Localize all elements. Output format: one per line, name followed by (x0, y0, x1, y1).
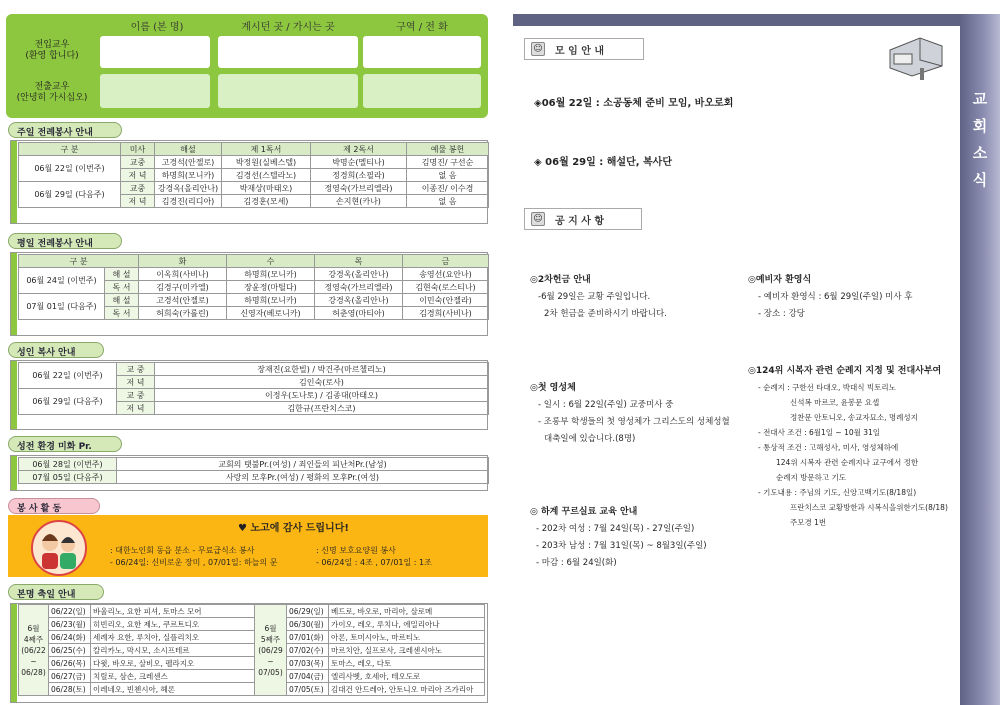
table-row: 06/28(토) 이레네오, 빈첸시아, 헤론 07/05(토) 김대건 안드레아, 안토니오 마리아 즈가리아 (19, 683, 485, 696)
family-illustration-icon (30, 519, 88, 577)
top-bar (513, 14, 1000, 26)
table-row: 06/27(금) 치릴로, 삼손, 크레센스 07/04(금) 엘리사벳, 호세아, 테오도로 (19, 670, 485, 683)
table-row: 06월 22일 (이번주) 교 중 장재진(요한빌) / 박건주(마르첼리노) (19, 363, 489, 376)
mailbox-icon (880, 30, 950, 80)
out-name-field[interactable] (100, 74, 210, 108)
table-row: 6월 4째주 (06/22 ~ 06/28) 06/22(일) 바울리노, 요한 피셔, 토마스 모어 6월 5째주 (06/29 ~ 07/05) 06/29(일) 베드로, 바오로, 마리아, 살로메 (19, 605, 485, 618)
section-sunday: 주일 전례봉사 안내 (8, 122, 122, 138)
table-row: 06/24(화) 세례자 요한, 루치아, 실플리치오 07/01(화) 아론, 토미시아노, 마르티노 (19, 631, 485, 644)
in-zone-field[interactable] (363, 36, 481, 68)
adult-table (18, 362, 489, 415)
feast-table (18, 604, 485, 696)
notice-box: ☺ 공 지 사 항 (524, 208, 642, 230)
table-row: 저 녁 하명희(모니카) 김경선(스텔라노) 정경희(소필라) 없 음 (19, 169, 489, 182)
section-environment: 성전 환경 미화 Pr. (8, 436, 122, 452)
table-row: 06/25(수) 칼리카노, 막시모, 소시프테르 07/02(수) 마르치안, 실프로사, 크레센시아노 (19, 644, 485, 657)
header-zone: 구역 / 전 화 (396, 22, 448, 33)
meeting-box: ☺ 모 임 안 내 (524, 38, 644, 60)
table-row: 독 서 김경구(미카엘) 장윤정(마틸다) 정영숙(가브리엘라) 김현숙(로스티나) (19, 281, 489, 294)
section-service: 봉 사 활 동 (8, 498, 100, 514)
service-thanks: ♥ 노고에 감사 드립니다! (238, 523, 349, 534)
table-row: 저 녁 김한규(프란치스코) (19, 402, 489, 415)
table-row: 06월 29일 (다음주) 교중 강경옥(올리안나) 박재상(마태오) 정영숙(가브리엘라) 이종진/ 이수경 (19, 182, 489, 195)
notice-cursillo: ◎ 하계 꾸르실료 교육 안내 - 202차 여성 : 7월 24일(목) - 27일(주일) - 203차 남성 : 7월 31일(목) ~ 8월3일(주일) - 마감 : 6월 24일(화) (530, 507, 707, 568)
table-row: 06월 22일 (이번주) 교중 고경석(안젤로) 박정원(실베스텔) 박명순(멜티나) 김명진/ 구선순 (19, 156, 489, 169)
weekday-table: 구 분 화 수 목 금 06월 24일 (이번주) 해 설 이옥희(사비나) 하명희(모니카) 강경옥(올리안나) 송영선(요안나) 독 서 김경구(미카엘) 장윤정(마틸다) 정영숙(가브리엘라) 김현숙(로스티나) 07월 01일 (다음주) 해 설 고경석(안젤로) 하명희(모니카) 강경옥(올리안나) 이민숙(안젤라) 독 서 허희숙(카롤린) 신영자(베로니카) 허춘영(마티아) 김경희(사비나) (18, 254, 489, 320)
table-row: 06월 24일 (이번주) 해 설 이옥희(사비나) 하명희(모니카) 강경옥(올리안나) 송영선(요안나) (19, 268, 489, 281)
table-row: 독 서 허희숙(카롤린) 신영자(베로니카) 허춘영(마티아) 김경희(사비나) (19, 307, 489, 320)
visitor-register (6, 14, 488, 118)
meeting-line-1: ◈06월 22일 : 소공동체 준비 모임, 바오로회 (534, 98, 734, 109)
heart-icon: ♥ (238, 523, 247, 534)
table-row: 07월 05일 (다음주) 사랑의 모후Pr.(여성) / 평화의 모후Pr.(여성) (19, 471, 489, 484)
out-zone-field[interactable] (363, 74, 481, 108)
header-place: 계시던 곳 / 가시는 곳 (241, 22, 335, 33)
notice-first-communion: ◎첫 영성체 - 일시 : 6월 22일(주일) 교중미사 중 - 조롱부 학생들의 첫 영성체가 그리스도의 성체성혈 대축일에 있습니다.(8명) (530, 383, 730, 444)
table-row: 06월 29일 (다음주) 교 중 이정우(도나토) / 김종대(마태오) (19, 389, 489, 402)
person-icon: ☺ (531, 42, 545, 56)
in-place-field[interactable] (218, 36, 358, 68)
row-in-label: 전입교우 (환영 합니다) (25, 40, 79, 61)
header-name: 이름 (본 명) (130, 22, 184, 33)
table-row: 06월 28일 (이번주) 교회의 탯불Pr.(여성) / 죄인들의 피난처Pr.(남성) (19, 458, 489, 471)
holy-table (18, 457, 489, 484)
table-row: 06/23(월) 히빈리오, 요한 제노, 쿠르트디오 06/30(월) 가이오, 레오, 루치나, 에밀리아나 (19, 618, 485, 631)
table-row: 저 녁 김경진(리디아) 김경훈(모세) 손지현(카나) 없 음 (19, 195, 489, 208)
meeting-line-2: ◈ 06월 29일 : 해설단, 복사단 (534, 157, 673, 168)
person-icon: ☺ (531, 212, 545, 226)
side-strip: 교 회 소 식 (960, 14, 1000, 705)
table-row: 저 녁 김인숙(로사) (19, 376, 489, 389)
table-row: 06/26(목) 다윗, 바오로, 살비오, 펠라지오 07/03(목) 토마스, 레오, 다토 (19, 657, 485, 670)
row-out-label: 전출교우 (안녕히 가시십오) (16, 82, 88, 103)
section-feast: 본명 축일 안내 (8, 584, 104, 600)
table-row: 07월 01일 (다음주) 해 설 고경석(안젤로) 하명희(모니카) 강경옥(올리안나) 이민숙(안젤라) (19, 294, 489, 307)
section-adult-servers: 성인 복사 안내 (8, 342, 104, 358)
section-weekday: 평일 전례봉사 안내 (8, 233, 122, 249)
service-banner: ♥ 노고에 감사 드립니다! : 대한노인회 동읍 분소 - 무료급식소 봉사 - 06/24일: 신비로운 장미 , 07/01일: 하늘의 문 : 신명 보호요양원 봉사 - 06/24일 : 4조 , 07/01일 : 1조 (8, 515, 488, 577)
in-name-field[interactable] (100, 36, 210, 68)
sunday-table: 구 분 미사 해설 제 1독서 제 2독서 예물 봉헌 06월 22일 (이번주) 교중 고경석(안젤로) 박정원(실베스텔) 박명순(멜티나) 김명진/ 구선순 저 녁 하명희(모니카) 김경선(스텔라노) 정경희(소필라) 없 음 06월 29일 (다음주) 교중 강경옥(올리안나) 박재상(마태오) 정영숙(가브리엘라) 이종진/ 이수경 저 녁 김경진(리디아) 김경훈(모세) 손지현(카나) 없 음 (18, 142, 489, 208)
notice-second-collection: ◎2차헌금 안내 -6월 29일은 교황 주일입니다. 2차 헌금을 준비하시기 바랍니다. (530, 275, 667, 319)
out-place-field[interactable] (218, 74, 358, 108)
notice-pilgrimage: ◎124위 시복자 관련 순례지 지정 및 전대사부여 - 순례지 : 구한선 타대오, 박대식 빅토리노 신석복 마르코, 윤봉문 요셉 정찬문 안토니오, 송교자묘소, 명례성지 - 전대사 조건 : 6월1일 ~ 10월 31일 - 통상적 조건 : 고해성사, 미사, 영성체하에 124위 시복자 관련 순례지나 교구에서 정한 순례지 방문하고 기도 - 기도내용 : 주님의 기도, 신앙고백기도(8/18일) 프란치스코 교황방한과 시복식을위한기도(8/18) 주모경 1번 (748, 366, 948, 527)
notice-catechumen: ◎예비자 환영식 - 예비자 환영식 : 6월 29일(주일) 미사 후 - 장소 : 강당 (748, 275, 913, 319)
